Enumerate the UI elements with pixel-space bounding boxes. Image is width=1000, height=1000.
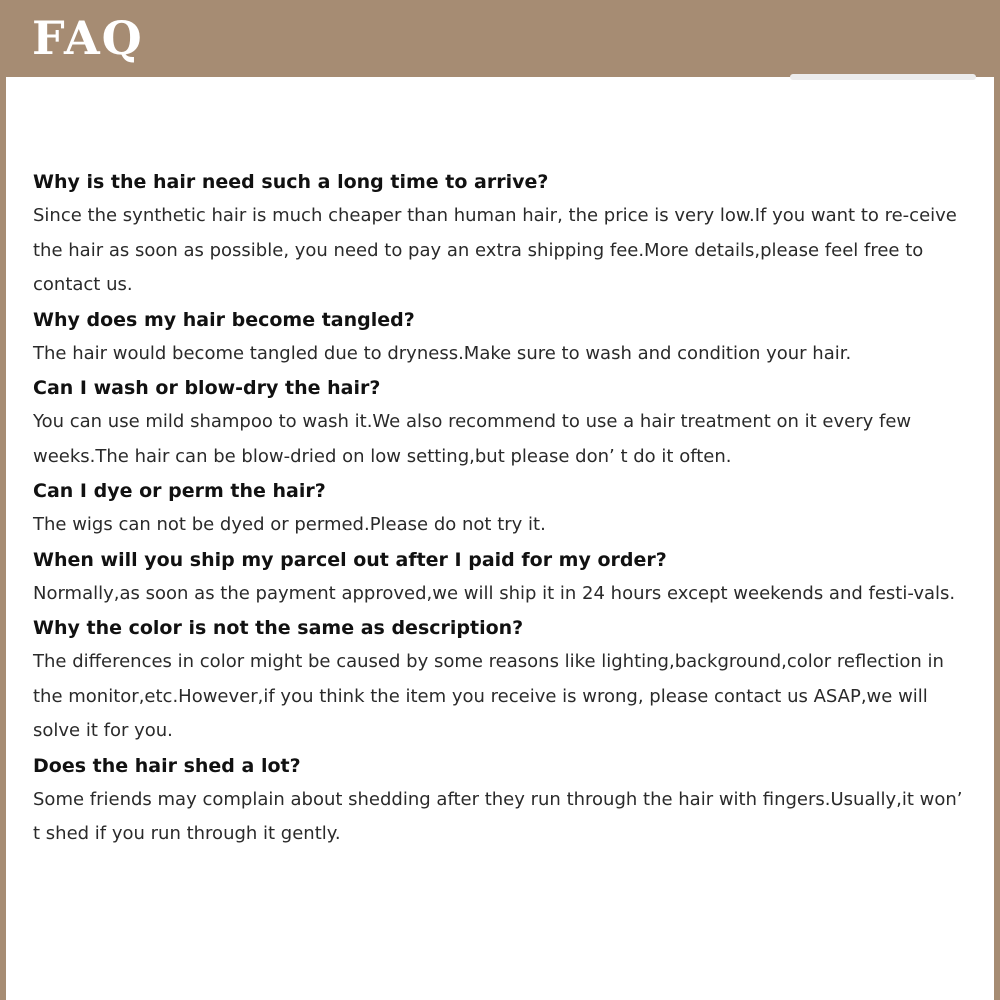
left-border — [0, 77, 6, 1000]
faq-answer: You can use mild shampoo to wash it.We also recommend to use a hair treatment on it every few weeks.The hair can be blow-dried on low setting,but please don’ t do it often. — [33, 411, 912, 467]
faq-item-arrival-time — [33, 165, 973, 303]
faq-answer: Normally,as soon as the payment approved,we will ship it in 24 hours except weekends and festi-vals. — [33, 582, 956, 604]
faq-question: Can I dye or perm the hair? — [33, 480, 326, 502]
page-title: FAQ — [32, 11, 144, 65]
faq-answer: The wigs can not be dyed or permed.Please do not try it. — [33, 514, 546, 535]
header-banner — [0, 0, 1000, 77]
faq-item-shipping — [33, 543, 973, 612]
faq-question: Why the color is not the same as description? — [33, 617, 524, 639]
faq-answer: The differences in color might be caused by some reasons like lighting,background,color reflection in the monitor,etc.However,if you think the item you receive is wrong, please contact us ASAP,we will solve it for you. — [33, 651, 944, 741]
faq-answer: Since the synthetic hair is much cheaper than human hair, the price is very low.If you want to re-ceive the hair as soon as possible, you need to pay an extra shipping fee.More details,please feel free to contact us. — [33, 205, 957, 295]
faq-answer: The hair would become tangled due to dryness.Make sure to wash and condition your hair. — [33, 342, 852, 364]
faq-item-shedding — [33, 749, 973, 852]
faq-question: Why is the hair need such a long time to arrive? — [33, 171, 549, 193]
faq-item-dye-perm — [33, 474, 973, 543]
faq-question: When will you ship my parcel out after I paid for my order? — [33, 548, 667, 571]
faq-question: Can I wash or blow-dry the hair? — [33, 377, 381, 399]
header-shadow-divider — [790, 74, 976, 80]
faq-item-wash-blow-dry — [33, 371, 973, 474]
faq-item-tangled — [33, 303, 973, 372]
faq-item-color — [33, 611, 973, 749]
faq-question: Does the hair shed a lot? — [33, 754, 301, 777]
faq-question: Why does my hair become tangled? — [33, 308, 415, 331]
right-border — [994, 77, 1000, 1000]
faq-list — [33, 165, 973, 852]
faq-answer: Some friends may complain about shedding after they run through the hair with fingers.Usually,it won’ t shed if you run through it gently. — [33, 788, 963, 844]
